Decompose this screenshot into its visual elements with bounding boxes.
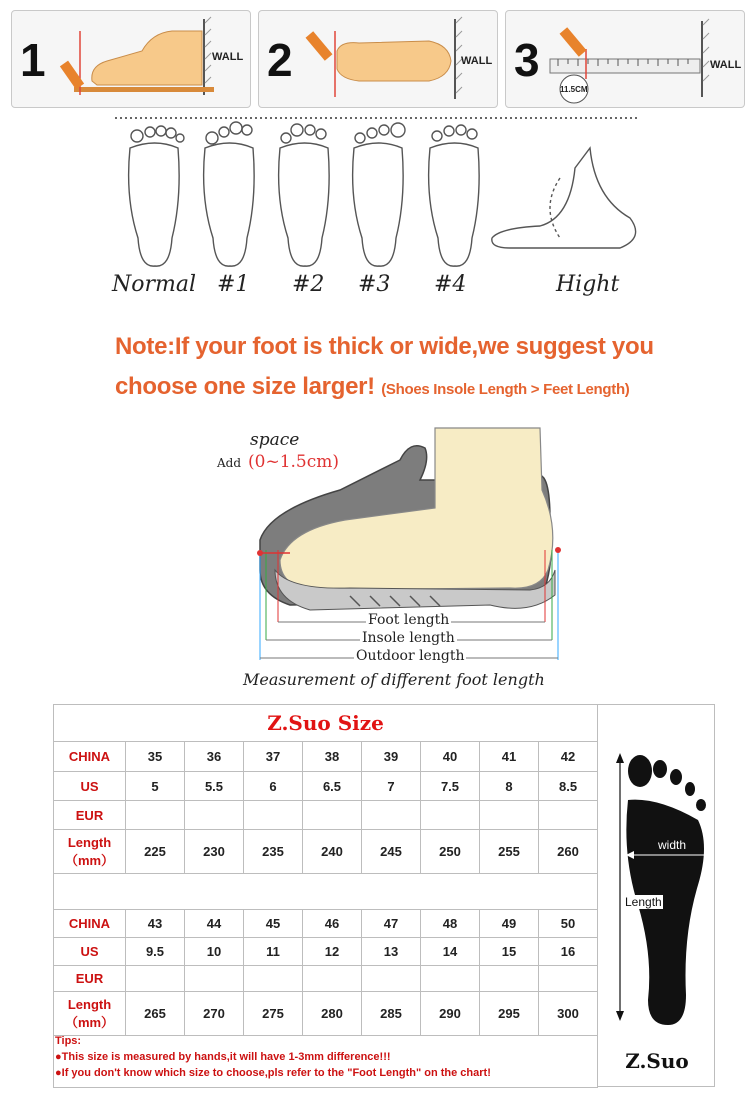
length-cell: 285 <box>362 992 421 1036</box>
row-label-eur: EUR <box>54 801 126 830</box>
china-size-cell: 36 <box>185 742 244 772</box>
step-panel-1 <box>11 10 251 108</box>
length-cell: 240 <box>303 830 362 874</box>
step-panel-3 <box>505 10 745 108</box>
us-size-cell: 7 <box>362 772 421 801</box>
china-size-cell: 45 <box>244 910 303 938</box>
us-size-cell: 9.5 <box>126 938 185 966</box>
step-3-wall-label: WALL <box>710 59 742 71</box>
china-size-cell: 49 <box>480 910 539 938</box>
china-size-cell: 40 <box>421 742 480 772</box>
table-row-us-2 <box>54 938 598 966</box>
length-cell: 290 <box>421 992 480 1036</box>
length-cell: 275 <box>244 992 303 1036</box>
china-size-cell: 39 <box>362 742 421 772</box>
table-row-us-1 <box>54 772 598 801</box>
step-1-wall-label: WALL <box>212 51 244 63</box>
foot-length-label: Foot length <box>368 612 450 628</box>
row-label-china: CHINA <box>54 742 126 772</box>
table-row-china-2 <box>54 910 598 938</box>
note-line-2 <box>115 373 630 401</box>
foot-type-4: #4 <box>434 272 467 297</box>
foot-type-hight: Hight <box>556 272 620 297</box>
length-cell: 235 <box>244 830 303 874</box>
table-row-eur-1 <box>54 801 598 830</box>
us-size-cell: 7.5 <box>421 772 480 801</box>
us-size-cell: 13 <box>362 938 421 966</box>
diagram-caption: Measurement of different foot length <box>243 670 545 689</box>
us-size-cell: 10 <box>185 938 244 966</box>
us-size-cell: 16 <box>539 938 598 966</box>
china-size-cell: 41 <box>480 742 539 772</box>
note-line-1: Note:If your foot is thick or wide,we suggest you <box>115 333 654 360</box>
china-size-cell: 42 <box>539 742 598 772</box>
us-size-cell: 15 <box>480 938 539 966</box>
note-line-2-main: choose one size larger! <box>115 373 375 400</box>
us-size-cell: 5.5 <box>185 772 244 801</box>
row-label-length: Length （mm） <box>54 992 126 1036</box>
length-cell: 225 <box>126 830 185 874</box>
step-3-measure-label: 11.5CM <box>560 85 588 94</box>
china-size-cell: 43 <box>126 910 185 938</box>
table-title-row <box>54 705 598 742</box>
space-label: space <box>250 430 300 450</box>
china-size-cell: 50 <box>539 910 598 938</box>
us-size-cell: 5 <box>126 772 185 801</box>
us-size-cell: 8.5 <box>539 772 598 801</box>
foot-type-normal: Normal <box>112 272 197 297</box>
length-cell: 250 <box>421 830 480 874</box>
footprint-panel <box>597 704 715 1087</box>
insole-length-label: Insole length <box>362 630 455 646</box>
row-label-eur: EUR <box>54 966 126 992</box>
brand-logo-text: Z.Suo <box>625 1049 689 1073</box>
us-size-cell: 8 <box>480 772 539 801</box>
length-cell: 245 <box>362 830 421 874</box>
table-row-china-1 <box>54 742 598 772</box>
step-3-illustration <box>506 11 744 107</box>
tips-block <box>55 1035 595 1083</box>
tips-line-2: ●If you don't know which size to choose,pls refer to the "Foot Length" on the chart! <box>55 1067 491 1079</box>
foot-type-3: #3 <box>358 272 391 297</box>
china-size-cell: 46 <box>303 910 362 938</box>
us-size-cell: 6.5 <box>303 772 362 801</box>
note-line-2-paren: (Shoes Insole Length > Feet Length) <box>381 381 630 398</box>
length-cell: 260 <box>539 830 598 874</box>
table-spacer-row <box>54 874 598 910</box>
step-1-number: 1 <box>20 34 46 86</box>
length-cell: 230 <box>185 830 244 874</box>
china-size-cell: 48 <box>421 910 480 938</box>
row-label-us: US <box>54 938 126 966</box>
us-size-cell: 14 <box>421 938 480 966</box>
size-table <box>53 704 598 1088</box>
china-size-cell: 35 <box>126 742 185 772</box>
us-size-cell: 11 <box>244 938 303 966</box>
length-cell: 300 <box>539 992 598 1036</box>
footprint-width-label: width <box>658 838 687 852</box>
length-cell: 265 <box>126 992 185 1036</box>
step-2-number: 2 <box>267 34 293 86</box>
add-label: Add <box>217 456 242 470</box>
china-size-cell: 37 <box>244 742 303 772</box>
length-cell: 270 <box>185 992 244 1036</box>
footprint-illustration <box>598 705 716 1045</box>
foot-type-2: #2 <box>292 272 325 297</box>
table-row-eur-2 <box>54 966 598 992</box>
china-size-cell: 47 <box>362 910 421 938</box>
row-label-china: CHINA <box>54 910 126 938</box>
length-cell: 295 <box>480 992 539 1036</box>
table-title: Z.Suo Size <box>54 705 598 742</box>
us-size-cell: 12 <box>303 938 362 966</box>
tips-title: Tips: <box>55 1035 82 1047</box>
table-row-length-2 <box>54 992 598 1036</box>
length-cell: 280 <box>303 992 362 1036</box>
row-label-length: Length （mm） <box>54 830 126 874</box>
step-panel-2 <box>258 10 498 108</box>
step-2-wall-label: WALL <box>461 55 493 67</box>
range-label: (0~1.5cm) <box>248 452 340 472</box>
table-row-length-1 <box>54 830 598 874</box>
us-size-cell: 6 <box>244 772 303 801</box>
row-label-us: US <box>54 772 126 801</box>
foot-type-1: #1 <box>217 272 250 297</box>
length-cell: 255 <box>480 830 539 874</box>
china-size-cell: 38 <box>303 742 362 772</box>
outdoor-length-label: Outdoor length <box>356 648 465 664</box>
china-size-cell: 44 <box>185 910 244 938</box>
step-3-number: 3 <box>514 34 540 86</box>
tips-line-1: ●This size is measured by hands,it will have 1-3mm difference!!! <box>55 1051 391 1063</box>
footprint-length-label: Length <box>625 895 662 909</box>
